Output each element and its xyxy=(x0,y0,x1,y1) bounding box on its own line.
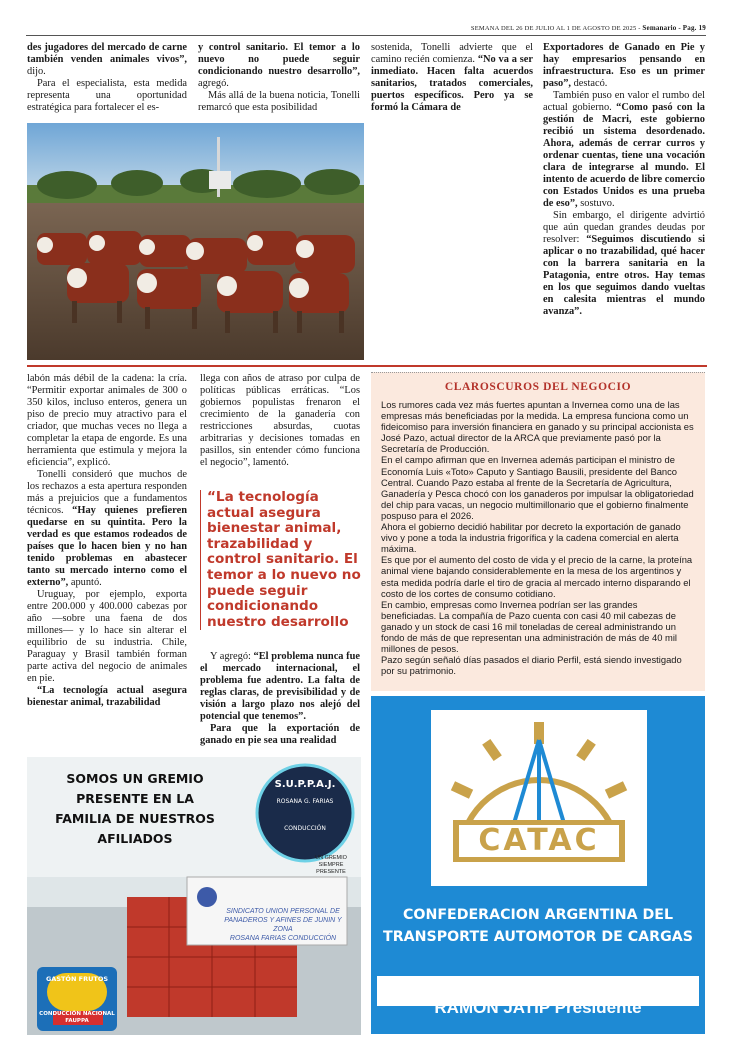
logo-title: S.U.P.P.A.J. xyxy=(274,779,336,790)
headline-line: FAMILIA DE NUESTROS xyxy=(55,811,215,826)
paragraph: llega con años de atraso por culpa de políticas públicas erráticas. “Los gobiernos populistas frenaron el crecimiento de la ganadería con restricciones absurdas, cuotas arbitrarias y decisiones tomadas en pasillos, sin entender cómo funciona el negocio”, lamentó. xyxy=(200,373,360,468)
bold-quote: “Seguimos discutiendo si aplicar o no trazabilidad, qué hacer con la barrera sanitaria en la Patagonia, entre otros. Hay temas en los que seguimos dando vueltas en calesita mientras el mundo avanza”. xyxy=(543,234,706,317)
paragraph xyxy=(198,42,360,90)
catac-name-line: TRANSPORTE AUTOMOTOR DE CARGAS xyxy=(383,929,693,945)
text: Sin embargo, el dirigente advirtió que aún quedan grandes deudas por resolver: xyxy=(543,210,705,245)
column-2-bottom-continued xyxy=(200,651,360,747)
bold-quote: “El problema nunca fue el mercado internacional, el problema fue adentro. La falta de reglas claras, de previsibilidad y de visión a largo plazo nos alejó del potencial que tenemos”. xyxy=(200,651,360,722)
text: sostuvo. xyxy=(577,198,615,209)
pull-quote: “La tecnología actual asegura bienestar animal, trazabilidad y control sanitario. El temor a lo nuevo no puede seguir condicionando nuestro desarrollo xyxy=(200,490,367,630)
suppaj-banner xyxy=(223,907,343,943)
sidebar-body xyxy=(371,399,705,676)
suppaj-headline xyxy=(35,769,235,849)
bold-quote: “Hay quienes prefieren quedarse en su quintita. Pero la verdad es que estamos rodeados de países que lo hacen bien y no han tenido problemas en abastecer tanto su mercado interno como el externo”, xyxy=(27,505,187,588)
sidebar-box xyxy=(371,372,705,691)
text: sostenida, Tonelli advierte que el camino recién comienza. xyxy=(371,42,533,65)
suppaj-advertisement xyxy=(27,757,361,1035)
text: dijo. xyxy=(27,66,46,77)
catac-logo-panel xyxy=(431,710,647,886)
column-3-top xyxy=(371,42,533,114)
suppaj-logo xyxy=(263,779,347,832)
catac-name-line: CONFEDERACION ARGENTINA DEL xyxy=(402,907,674,923)
bold-quote: Para que la exportación de ganado en pie sea una realidad xyxy=(200,723,360,746)
bold-quote: y control sanitario. El temor a lo nuevo no puede seguir condicionando nuestro desarrollo”, xyxy=(198,42,360,77)
bold-quote: “Como pasó con la gestión de Macri, este gobierno recibió un sistema desordenado. Ahora, además de cerrar curros y ordenar cuentas, tiene una vocación clara de integrarse al mundo. El intento de acuerdo de libre comercio con Estados Unidos es una prueba de eso”, xyxy=(543,102,705,209)
text: apuntó. xyxy=(68,577,102,588)
paragraph: Uruguay, por ejemplo, exporta entre 200.000 y 400.000 cabezas por año —sobre una faena de dos millones— y lo hace sin alterar el equilibrio de su industria. Chile, Paraguay y Brasil también forman parte activa del negocio de animales en pie. xyxy=(27,589,187,684)
bold-quote: Exportadores de Ganado en Pie y hay empresarios pensando en infraestructura. Eso es un primer paso”, xyxy=(543,42,705,89)
bold-quote: des jugadores del mercado de carne también venden animales vivos”, xyxy=(27,42,187,65)
logo-subtitle: CONDUCCIÓN xyxy=(284,825,326,832)
catac-advertisement xyxy=(371,696,705,1034)
paragraph: labón más débil de la cadena: la cría. “Permitir exportar animales de 300 o 350 kilos, incluso enteros, genera un piso de precio muy atractivo para el criador, que muchas veces no llega a completar la etapa de engorde. Es una herramienta que estimula y mejora la eficiencia”, explicó. xyxy=(27,373,187,468)
paragraph xyxy=(543,90,705,210)
page-number: - Pag. 19 xyxy=(678,24,706,32)
headline-line: AFILIADOS xyxy=(97,831,173,846)
cattle-illustration xyxy=(27,123,364,360)
text: También puso en valor el rumbo del actual gobierno. xyxy=(543,90,705,113)
header-rule xyxy=(26,35,706,36)
column-1-bottom xyxy=(27,373,187,709)
sidebar-paragraph: En cambio, empresas como Invernea podrían ser las grandes beneficiadas. La compañía de Pazo cuenta con casi 40 mil cabezas de ganado y un stock de casi 16 mil toneladas de cereal administrando un fondo de más de que representan una administración de más de 40 mil millones de pesos. xyxy=(381,598,678,655)
sidebar-paragraph: Los rumores cada vez más fuertes apuntan a Invernea como una de las empresas más beneficiadas por la medida. La empresa funciona como un fideicomiso para inversión financiera en ganado y su principal accionista es José Pazo, actual director de la ARCA que previamente pasó por la Secretaría de Producción. xyxy=(381,399,694,455)
edition-dates: SEMANA DEL 26 DE JULIO AL 1 DE AGOSTO DE 2025 - xyxy=(470,25,641,32)
column-2-bottom xyxy=(200,373,360,469)
bold-quote: “No va a ser inmediato. Hacen falta acuerdos sanitarios, tratados comerciales, puertos específicos. Pero ya se formó la Cámara de xyxy=(371,54,533,113)
text: Y agregó: xyxy=(210,651,254,662)
banner-line: ROSANA FARIAS CONDUCCIÓN xyxy=(229,935,337,942)
bold-quote: “La tecnología actual asegura bienestar animal, trazabilidad xyxy=(27,685,187,708)
banner-line: SINDICATO UNION PERSONAL DE xyxy=(226,908,340,915)
column-2-top xyxy=(198,42,360,114)
paragraph xyxy=(27,469,187,589)
paragraph xyxy=(543,210,705,318)
sidebar-paragraph: Pazo según señaló días pasados el diario Perfil, está siendo investigado por su patrimonio. xyxy=(381,654,682,677)
logo-name: ROSANA G. FARIAS xyxy=(276,798,334,805)
text: destacó. xyxy=(571,78,608,89)
paragraph xyxy=(27,42,187,78)
headline-line: PRESENTE EN LA xyxy=(76,791,194,806)
paragraph xyxy=(200,651,360,723)
paragraph: Más allá de la buena noticia, Tonelli remarcó que esta posibilidad xyxy=(198,90,360,113)
gaston-badge xyxy=(39,975,115,1025)
text: agregó. xyxy=(198,78,229,89)
paragraph xyxy=(27,685,187,709)
sidebar-title: CLAROSCUROS DEL NEGOCIO xyxy=(444,381,632,393)
text: Tonelli consideró que muchos de los rechazos a esta apertura responden más a prejuicios que a fundamentos técnicos. xyxy=(27,469,187,516)
catac-president: RAMON JATIP Presidente xyxy=(434,998,642,1017)
page-header xyxy=(26,24,706,32)
badge-bottom: CONDUCCIÓN NACIONAL FAUPPA xyxy=(39,1011,115,1024)
paragraph: Para el especialista, esta medida representa una oportunidad estratégica para fortalecer el es- xyxy=(27,78,187,113)
catac-logo-text: CATAC xyxy=(478,823,600,858)
publication-name: Semanario xyxy=(642,24,677,32)
suppaj-sign: UN GREMIO SIEMPRE PRESENTE xyxy=(315,855,347,875)
paragraph xyxy=(543,42,705,90)
sidebar-paragraph: Es que por el aumento del costo de vida y el precio de la carne, la proteína animal viene bajando considerablemente en la mesa de los argentinos y esta medida podría darle el tiro de gracia al mercado interno disparando el costo de los cortes de consumo cotidiano. xyxy=(381,554,693,599)
cattle-photo xyxy=(27,123,364,360)
catac-gear-logo xyxy=(431,710,647,886)
sidebar-paragraph: En el campo afirman que en Invernea además participan el ministro de Economía Luis «Toto» Caputo y Santiago Bausili, presidente del Banco Central. Cuando Pazo estaba al frente de la Secretaría de Agricultura, Ganadería y Pesca chocó con los ganaderos por impulsar la obligatoriedad del chip para vacas, un negocio multimillonario que el gobierno finalmente pospuso para el 2026. xyxy=(381,454,694,521)
paragraph xyxy=(371,42,533,114)
paragraph xyxy=(200,723,360,747)
column-1-top xyxy=(27,42,187,114)
section-divider xyxy=(27,365,707,367)
headline-line: SOMOS UN GREMIO xyxy=(66,771,204,786)
banner-line: PANADEROS Y AFINES DE JUNIN Y ZONA xyxy=(224,917,342,933)
badge-top: GASTÓN FRUTOS xyxy=(45,975,109,983)
sidebar-paragraph: Ahora el gobierno decidió habilitar por decreto la exportación de ganado vivo y pone a toda la industria frigorífica y la cadena comercial en alerta máxima. xyxy=(381,521,681,555)
catac-name xyxy=(371,904,705,948)
column-4-top xyxy=(543,42,705,318)
